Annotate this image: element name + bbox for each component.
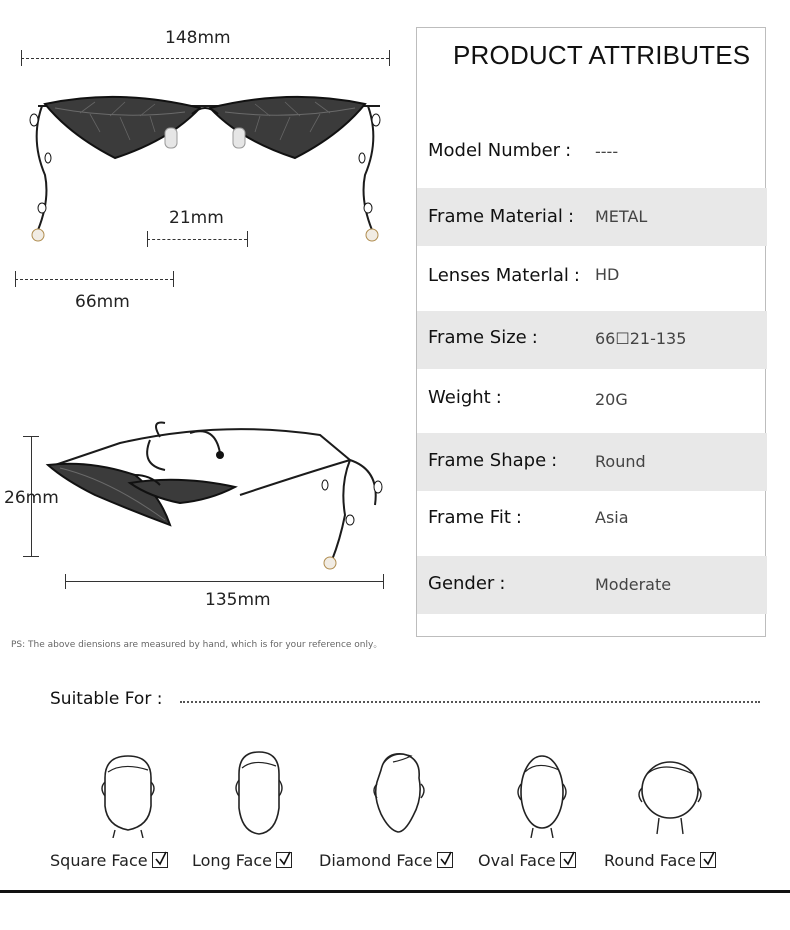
dimension-lens-height-tick-top xyxy=(23,436,39,437)
dimension-total-width-label: 148mm xyxy=(165,28,231,48)
dimension-lens-width-tick-left xyxy=(15,271,16,287)
checkbox-checked-icon xyxy=(437,852,453,868)
attr-key: Lenses Materlal : xyxy=(428,265,580,286)
attr-key: Gender : xyxy=(428,573,506,594)
attr-row-frame-shape xyxy=(417,433,767,491)
side-view-image xyxy=(40,415,390,575)
dimension-bridge-label: 21mm xyxy=(169,208,224,228)
dimension-total-width-line xyxy=(21,58,389,59)
dimension-temple-length-line xyxy=(65,581,383,582)
attr-row-weight xyxy=(417,369,767,427)
long-face-icon xyxy=(224,748,294,838)
attr-value: 20G xyxy=(595,390,628,409)
attr-value: ---- xyxy=(595,142,619,161)
attr-value: 66☐21-135 xyxy=(595,329,687,348)
face-label-text: Square Face xyxy=(50,851,148,870)
attr-row-gender xyxy=(417,556,767,614)
bottom-divider xyxy=(0,890,790,893)
face-label-text: Diamond Face xyxy=(319,851,433,870)
dimension-temple-length-tick-right xyxy=(383,574,384,589)
attr-row-frame-fit xyxy=(417,491,767,549)
dimension-bridge-tick-left xyxy=(147,231,148,247)
round-face-icon xyxy=(635,748,705,838)
dimension-lens-width-line xyxy=(15,279,173,280)
checkbox-checked-icon xyxy=(700,852,716,868)
checkbox-checked-icon xyxy=(152,852,168,868)
attr-value: Asia xyxy=(595,508,629,527)
face-label-diamond xyxy=(319,850,453,870)
dimension-temple-length-tick-left xyxy=(65,574,66,589)
face-label-text: Oval Face xyxy=(478,851,556,870)
product-attributes-panel xyxy=(416,27,766,637)
checkbox-checked-icon xyxy=(560,852,576,868)
suitable-for-label: Suitable For : xyxy=(50,689,163,709)
attr-value: Moderate xyxy=(595,575,672,594)
attributes-title: PRODUCT ATTRIBUTES xyxy=(453,40,751,70)
dimension-lens-height-label: 26mm xyxy=(4,488,59,508)
dimension-total-width-tick-right xyxy=(389,50,390,66)
attr-key: Frame Shape : xyxy=(428,450,558,471)
attr-value: Round xyxy=(595,452,646,471)
attr-key: Frame Fit : xyxy=(428,507,522,528)
attr-row-frame-size xyxy=(417,311,767,369)
attr-value: METAL xyxy=(595,207,648,226)
dimension-lens-width-tick-right xyxy=(173,271,174,287)
face-label-long xyxy=(192,850,292,870)
face-label-text: Long Face xyxy=(192,851,272,870)
square-face-icon xyxy=(93,748,163,838)
dimension-lens-width-label: 66mm xyxy=(75,292,130,312)
measurement-note: PS: The above diensions are measured by hand, which is for your reference only。 xyxy=(11,640,383,650)
attr-row-model-number xyxy=(417,123,767,181)
dimension-temple-length-label: 135mm xyxy=(205,590,271,610)
face-label-text: Round Face xyxy=(604,851,696,870)
dimension-total-width-tick-left xyxy=(21,50,22,66)
attr-key: Frame Size : xyxy=(428,327,538,348)
dimension-bridge-tick-right xyxy=(247,231,248,247)
face-label-oval xyxy=(478,850,576,870)
attr-key: Frame Material : xyxy=(428,206,575,227)
attr-value: HD xyxy=(595,265,620,284)
dimension-bridge-line xyxy=(147,239,247,240)
face-label-round xyxy=(604,850,716,870)
attr-key: Model Number : xyxy=(428,140,572,161)
checkbox-checked-icon xyxy=(276,852,292,868)
attr-row-lenses-material xyxy=(417,246,767,304)
suitable-for-divider xyxy=(180,701,760,703)
dimension-lens-height-tick-bottom xyxy=(23,556,39,557)
attr-key: Weight : xyxy=(428,387,502,408)
face-label-square xyxy=(50,850,168,870)
oval-face-icon xyxy=(507,748,577,838)
diamond-face-icon xyxy=(363,748,433,838)
attr-row-frame-material xyxy=(417,188,767,246)
